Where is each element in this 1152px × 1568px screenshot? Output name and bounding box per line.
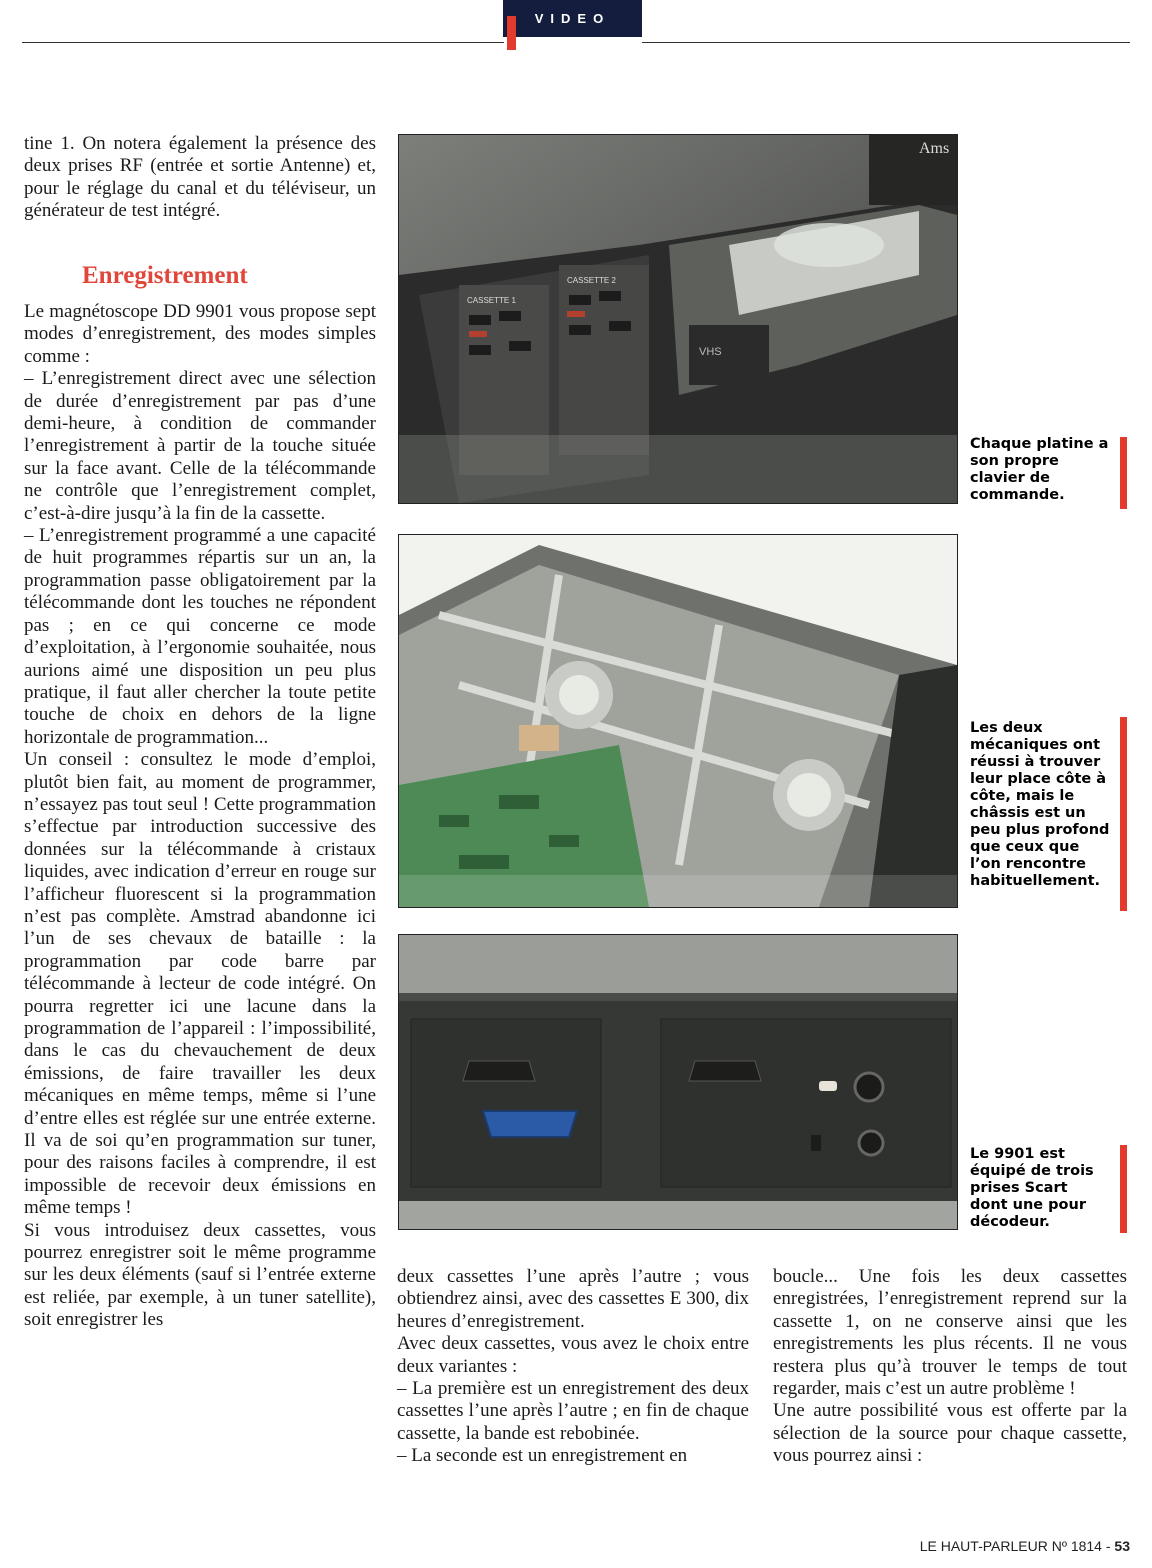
- body-paragraph: – La seconde est un enregistrement en: [397, 1445, 688, 1467]
- section-tab-accent: [507, 16, 516, 50]
- photo-front-panel: [398, 134, 958, 504]
- caption-2-text: Les deux mécaniques ont réussi à trouver leur place côte à côte, mais le châssis est un peu plus profond que ceux que l’on rencontre habituellement.: [970, 720, 1110, 889]
- page-number: 53: [1114, 1538, 1130, 1554]
- body-paragraph: Une autre possibilité vous est offerte par la sélection de la source pour chaque cassette, vous pourrez ainsi :: [773, 1400, 1127, 1467]
- column-1-intro: [24, 133, 376, 223]
- body-paragraph: Avec deux cassettes, vous avez le choix entre deux variantes :: [397, 1333, 749, 1377]
- photo-mechanisms-image: [399, 535, 957, 907]
- column-1-body: [24, 301, 376, 1332]
- cassette-2-label: CASSETTE 2: [567, 276, 616, 285]
- caption-1-text: Chaque platine a son propre clavier de commande.: [970, 436, 1109, 503]
- vhs-logo: VHS: [699, 346, 722, 358]
- body-paragraph: deux cassettes l’une après l’autre ; vous obtiendrez ainsi, avec des cassettes E 300, dix heures d’enregistrement.: [397, 1266, 749, 1332]
- column-2-body: [397, 1266, 749, 1468]
- body-paragraph: – La première est un enregistrement des deux cassettes l’une après l’autre ; en fin de chaque cassette, la bande est rebobinée.: [397, 1378, 749, 1444]
- caption-1: [970, 436, 1110, 504]
- body-paragraph: – L’enregistrement programmé a une capacité de huit programmes répartis sur un an, la programmation passe obligatoirement par la télécommande dont les touches ne répondent pas ; en ce qui concerne ce mode d’exploitation, à l’ergonomie souhaitée, nous aurions aimé une disposition un peu plus pratique, il faut aller chercher la toute petite touche de choix en dehors de la ligne horizontale de programmation...: [24, 525, 376, 748]
- section-label: VIDEO: [534, 11, 611, 26]
- header-rule-left: [22, 42, 504, 43]
- photo-rear-panel-image: [399, 935, 957, 1229]
- photo-mechanisms: [398, 534, 958, 908]
- body-paragraph: Si vous introduisez deux cassettes, vous pourrez enregistrer soit le même programme sur les deux éléments (sauf si l’entrée externe est reliée, par exemple, à un tuner satellite), soit enregistrer les: [24, 1219, 376, 1331]
- caption-3: [970, 1146, 1110, 1231]
- caption-2: [970, 720, 1115, 890]
- body-paragraph: – L’enregistrement direct avec une sélection de durée d’enregistrement par pas d’une demi-heure, à condition de commander l’enregistrement à partir de la touche située sur la face avant. Celle de la télécommande ne contrôle que l’enregistrement complet, c’est-à-dire jusqu’à la fin de la cassette.: [24, 368, 376, 524]
- brand-logo: Ams: [919, 140, 950, 157]
- body-paragraph: Un conseil : consultez le mode d’emploi, plutôt bien fait, au moment de programmer, n’essayez pas tout seul ! Cette programmation s’effectue par introduction successive des données sur la télécommande à cristaux liquides, avec indication d’erreur en rouge sur l’afficheur fluorescent si la programmation n’est pas complète. Amstrad abandonne ici l’un de ses chevaux de bataille : la programmation par code barre par télécommande à lecteur de code intégré. On pourra regretter ici une lacune dans la programmation de l’appareil : l’impossibilité, dans le cas du chevauchement de deux émissions, de faire travailler les deux mécaniques en même temps, même si l’une d’entre elles est réglée sur une entrée externe. Il va de soi qu’en programmation sur tuner, pour des raisons faciles à comprendre, il est impossible de recevoir deux émissions en même temps !: [24, 749, 376, 1219]
- caption-3-bar: [1120, 1145, 1127, 1233]
- body-paragraph: Le magnétoscope DD 9901 vous propose sept modes d’enregistrement, des modes simples comme :: [24, 301, 376, 367]
- column-3-body: [773, 1266, 1127, 1468]
- caption-2-bar: [1120, 717, 1127, 911]
- section-heading: Enregistrement: [82, 262, 248, 289]
- caption-3-text: Le 9901 est équipé de trois prises Scart dont une pour décodeur.: [970, 1146, 1094, 1230]
- caption-1-bar: [1120, 437, 1127, 509]
- photo-front-panel-image: [399, 135, 957, 503]
- intro-paragraph: tine 1. On notera également la présence des deux prises RF (entrée et sortie Antenne) et, pour le réglage du canal et du téléviseur, un générateur de test intégré.: [24, 133, 376, 222]
- magazine-name: LE HAUT-PARLEUR Nº 1814 -: [919, 1538, 1115, 1554]
- photo-rear-panel: [398, 934, 958, 1230]
- header-rule-right: [642, 42, 1130, 43]
- section-tab: [503, 0, 642, 37]
- body-paragraph: boucle... Une fois les deux cassettes enregistrées, l’enregistrement reprend sur la cassette 1, on ne conserve ainsi que les enregistrements les plus récents. Il ne vous restera plus qu’à trouver le temps de tout regarder, mais c’est un autre problème !: [773, 1266, 1127, 1400]
- cassette-1-label: CASSETTE 1: [467, 296, 516, 305]
- page-footer: [920, 1538, 1130, 1554]
